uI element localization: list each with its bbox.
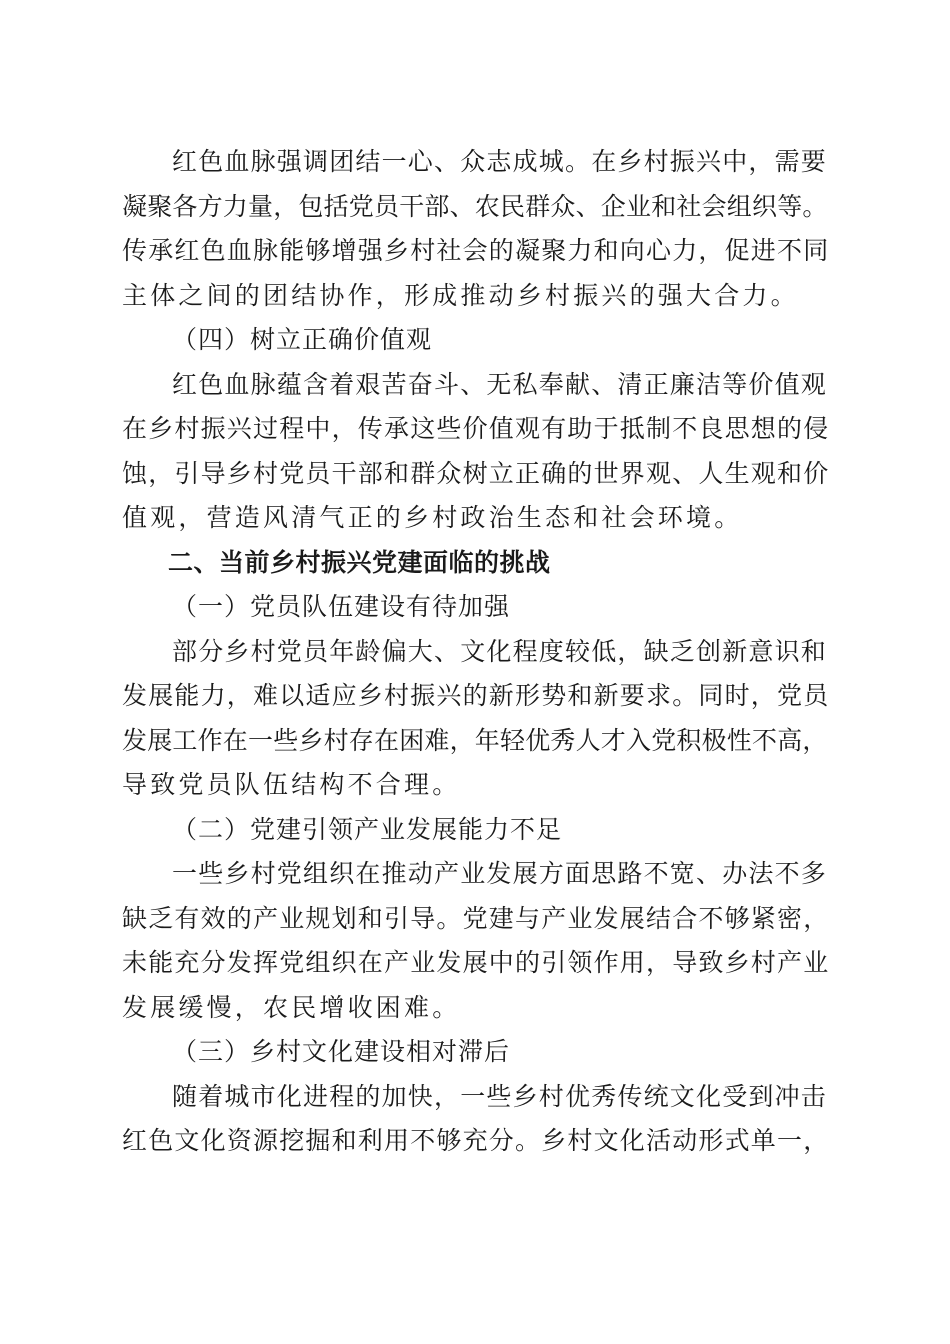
- paragraph-line: 部分乡村党员年龄偏大、文化程度较低，缺乏创新意识和: [172, 637, 828, 666]
- paragraph-line: 在乡村振兴过程中，传承这些价值观有助于抵制不良思想的侵: [122, 414, 830, 443]
- paragraph-line: 凝聚各方力量，包括党员干部、农民群众、企业和社会组织等。: [122, 192, 828, 221]
- paragraph-line: 导致党员队伍结构不合理。: [122, 770, 461, 799]
- paragraph-line: 发展能力，难以适应乡村振兴的新形势和新要求。同时，党员: [122, 681, 830, 710]
- paragraph-line: 传承红色血脉能够增强乡村社会的凝聚力和向心力，促进不同: [122, 236, 830, 265]
- paragraph-line: 值观，营造风清气正的乡村政治生态和社会环境。: [122, 503, 743, 532]
- paragraph-line: 红色血脉强调团结一心、众志成城。在乡村振兴中，需要: [172, 147, 828, 176]
- paragraph-line: 随着城市化进程的加快，一些乡村优秀传统文化受到冲击: [172, 1082, 828, 1111]
- chapter-heading: 二、当前乡村振兴党建面临的挑战: [168, 548, 551, 577]
- section-heading: （三）乡村文化建设相对滞后: [172, 1037, 511, 1066]
- paragraph-line: 主体之间的团结协作，形成推动乡村振兴的强大合力。: [122, 281, 799, 310]
- paragraph-line: 红色文化资源挖掘和利用不够充分。乡村文化活动形式单一，: [122, 1126, 830, 1155]
- section-heading: （一）党员队伍建设有待加强: [172, 592, 511, 621]
- paragraph-line: 一些乡村党组织在推动产业发展方面思路不宽、办法不多: [172, 859, 828, 888]
- paragraph-line: 发展缓慢，农民增收困难。: [122, 993, 461, 1022]
- paragraph-line: 发展工作在一些乡村存在困难，年轻优秀人才入党积极性不高，: [122, 726, 828, 755]
- paragraph-line: 未能充分发挥党组织在产业发展中的引领作用，导致乡村产业: [122, 948, 830, 977]
- paragraph-line: 红色血脉蕴含着艰苦奋斗、无私奉献、清正廉洁等价值观: [172, 370, 828, 399]
- paragraph-line: 蚀，引导乡村党员干部和群众树立正确的世界观、人生观和价: [122, 459, 830, 488]
- section-heading: （二）党建引领产业发展能力不足: [172, 815, 563, 844]
- section-heading: （四）树立正确价值观: [172, 325, 433, 354]
- paragraph-line: 缺乏有效的产业规划和引导。党建与产业发展结合不够紧密，: [122, 904, 830, 933]
